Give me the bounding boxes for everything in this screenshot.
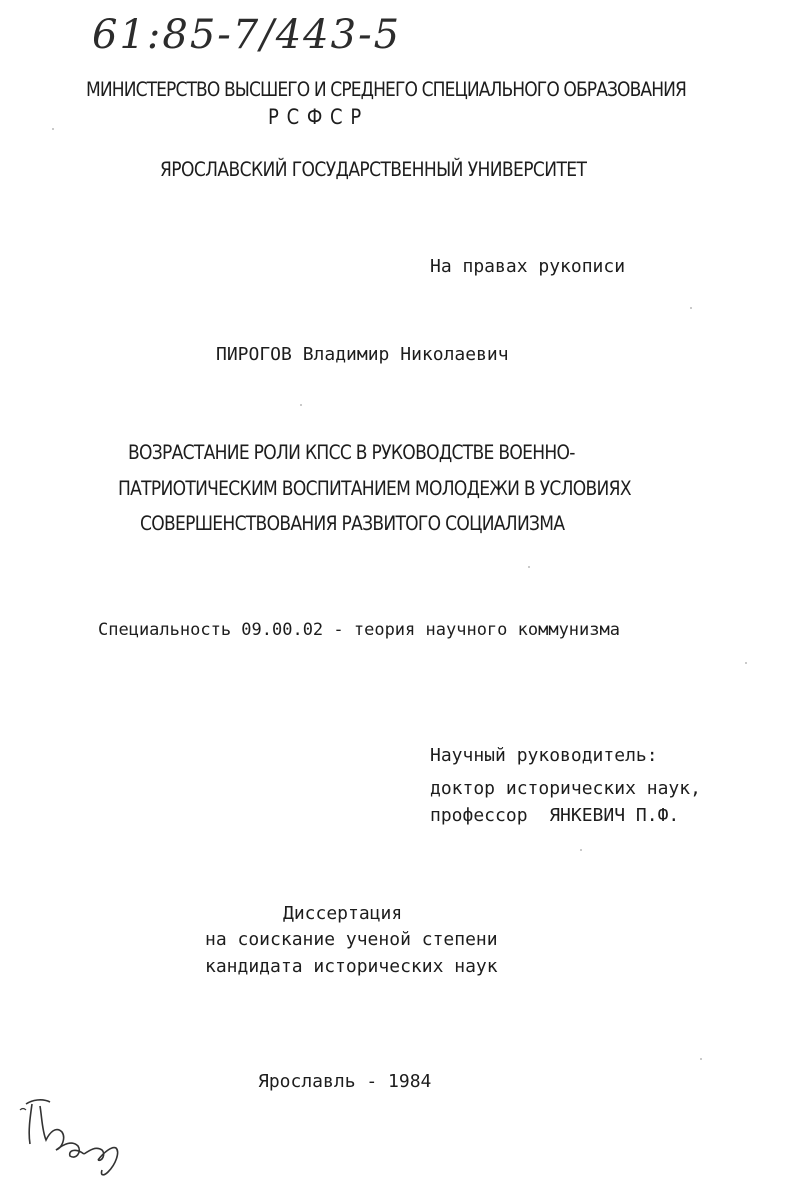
degree-pursuit-line: на соискание ученой степени [205,929,498,950]
supervisor-name: профессор ЯНКЕВИЧ П.Ф. [430,805,680,826]
handwritten-signature [12,1092,132,1182]
dissertation-label: Диссертация [283,903,403,924]
thesis-title-line-3: СОВЕРШЕНСТВОВАНИЯ РАЗВИТОГО СОЦИАЛИЗМА [140,511,565,535]
scan-speck [700,1058,702,1060]
thesis-title-line-1: ВОЗРАСТАНИЕ РОЛИ КПСС В РУКОВОДСТВЕ ВОЕННО- [128,440,575,464]
scan-speck [300,404,302,406]
degree-field-line: кандидата исторических наук [205,956,498,977]
republic-heading: Р С Ф С Р [268,103,363,130]
supervisor-degree: доктор исторических наук, [430,778,701,799]
thesis-title-line-2: ПАТРИОТИЧЕСКИМ ВОСПИТАНИЕМ МОЛОДЕЖИ В УСЛОВИЯХ [118,476,631,500]
specialty-line: Специальность 09.00.02 - теория научного коммунизма [98,620,620,640]
supervisor-label: Научный руководитель: [430,745,658,766]
author-name: ПИРОГОВ Владимир Николаевич [216,344,509,365]
ministry-heading: МИНИСТЕРСТВО ВЫСШЕГО И СРЕДНЕГО СПЕЦИАЛЬНОГО ОБРАЗОВАНИЯ [86,77,687,101]
scan-speck [528,566,530,568]
scan-speck [690,307,692,309]
scan-speck [52,128,54,130]
place-year: Ярославль - 1984 [258,1071,432,1092]
university-heading: ЯРОСЛАВСКИЙ ГОСУДАРСТВЕННЫЙ УНИВЕРСИТЕТ [160,157,587,181]
manuscript-note: На правах рукописи [430,256,626,277]
scan-speck [580,849,582,851]
scan-speck [745,662,747,664]
archive-code: 61:85-7/443-5 [92,12,402,58]
